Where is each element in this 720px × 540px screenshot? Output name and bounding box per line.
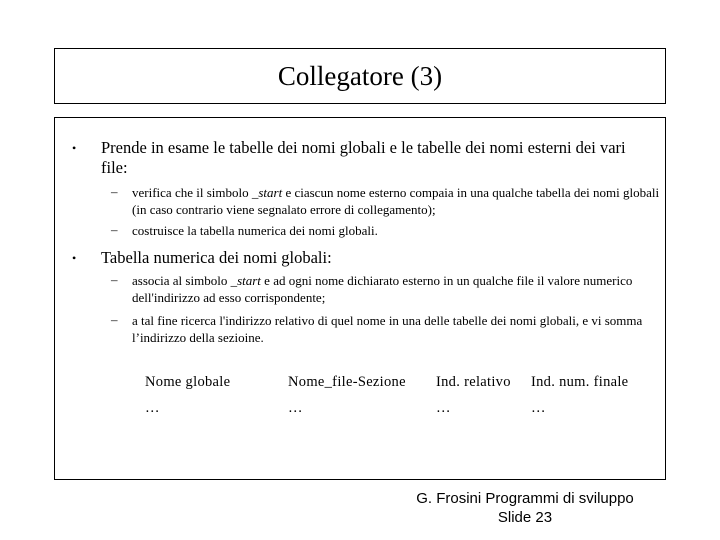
column-value: …	[531, 400, 546, 416]
column-header: Ind. relativo	[436, 374, 511, 390]
bullet-text: Tabella numerica dei nomi globali:	[101, 248, 332, 267]
table-column	[436, 369, 511, 421]
dash-marker: –	[111, 312, 118, 327]
title-box	[54, 48, 666, 104]
dash-marker: –	[111, 272, 118, 287]
bullet-marker: •	[72, 251, 77, 265]
column-value: …	[288, 400, 303, 416]
subitem-text: costruisce la tabella numerica dei nomi globali.	[132, 223, 378, 238]
table-column	[145, 369, 230, 421]
column-value: …	[145, 400, 160, 416]
subitem-text-part: associa al simbolo _	[132, 273, 238, 288]
subitem-text: a tal fine ricerca l'indirizzo relativo di quel nome in una delle tabelle dei nomi globali, e vi somma l’indirizzo della sezioine.	[132, 313, 643, 345]
footer-author: G. Frosini Programmi di sviluppo	[416, 490, 634, 507]
column-value: …	[436, 400, 451, 416]
column-header: Nome_file-Sezione	[288, 374, 406, 390]
emphasis-text: start	[237, 273, 261, 288]
dash-marker: –	[111, 184, 118, 199]
subitem-text	[132, 184, 664, 218]
bullet-text: Prende in esame le tabelle dei nomi globali e le tabelle dei nomi esterni dei vari file:	[101, 138, 626, 177]
subitem-text-part: verifica che il simbolo _	[132, 185, 259, 200]
emphasis-text: start	[258, 185, 283, 200]
slide-number: Slide 23	[497, 509, 553, 526]
column-header: Nome globale	[145, 374, 231, 390]
subitem-text-part: e ad ogni nome dichiarato esterno in un qualche file il valore numerico dell'indirizzo ad esso corrispondente;	[132, 273, 633, 305]
table-column	[531, 369, 628, 421]
table-column	[288, 369, 406, 421]
bullet-marker: •	[72, 141, 77, 155]
column-header: Ind. num. finale	[531, 374, 629, 390]
subitem-text-part: e ciascun nome esterno compaia in una qualche tabella dei nomi globali (in caso contrario viene segnalato errore di collegamento);	[132, 185, 660, 217]
slide-title: Collegatore (3)	[277, 60, 443, 91]
content-box	[54, 117, 666, 480]
slide-footer	[380, 489, 670, 527]
dash-marker: –	[111, 222, 118, 237]
subitem-text	[132, 272, 664, 306]
